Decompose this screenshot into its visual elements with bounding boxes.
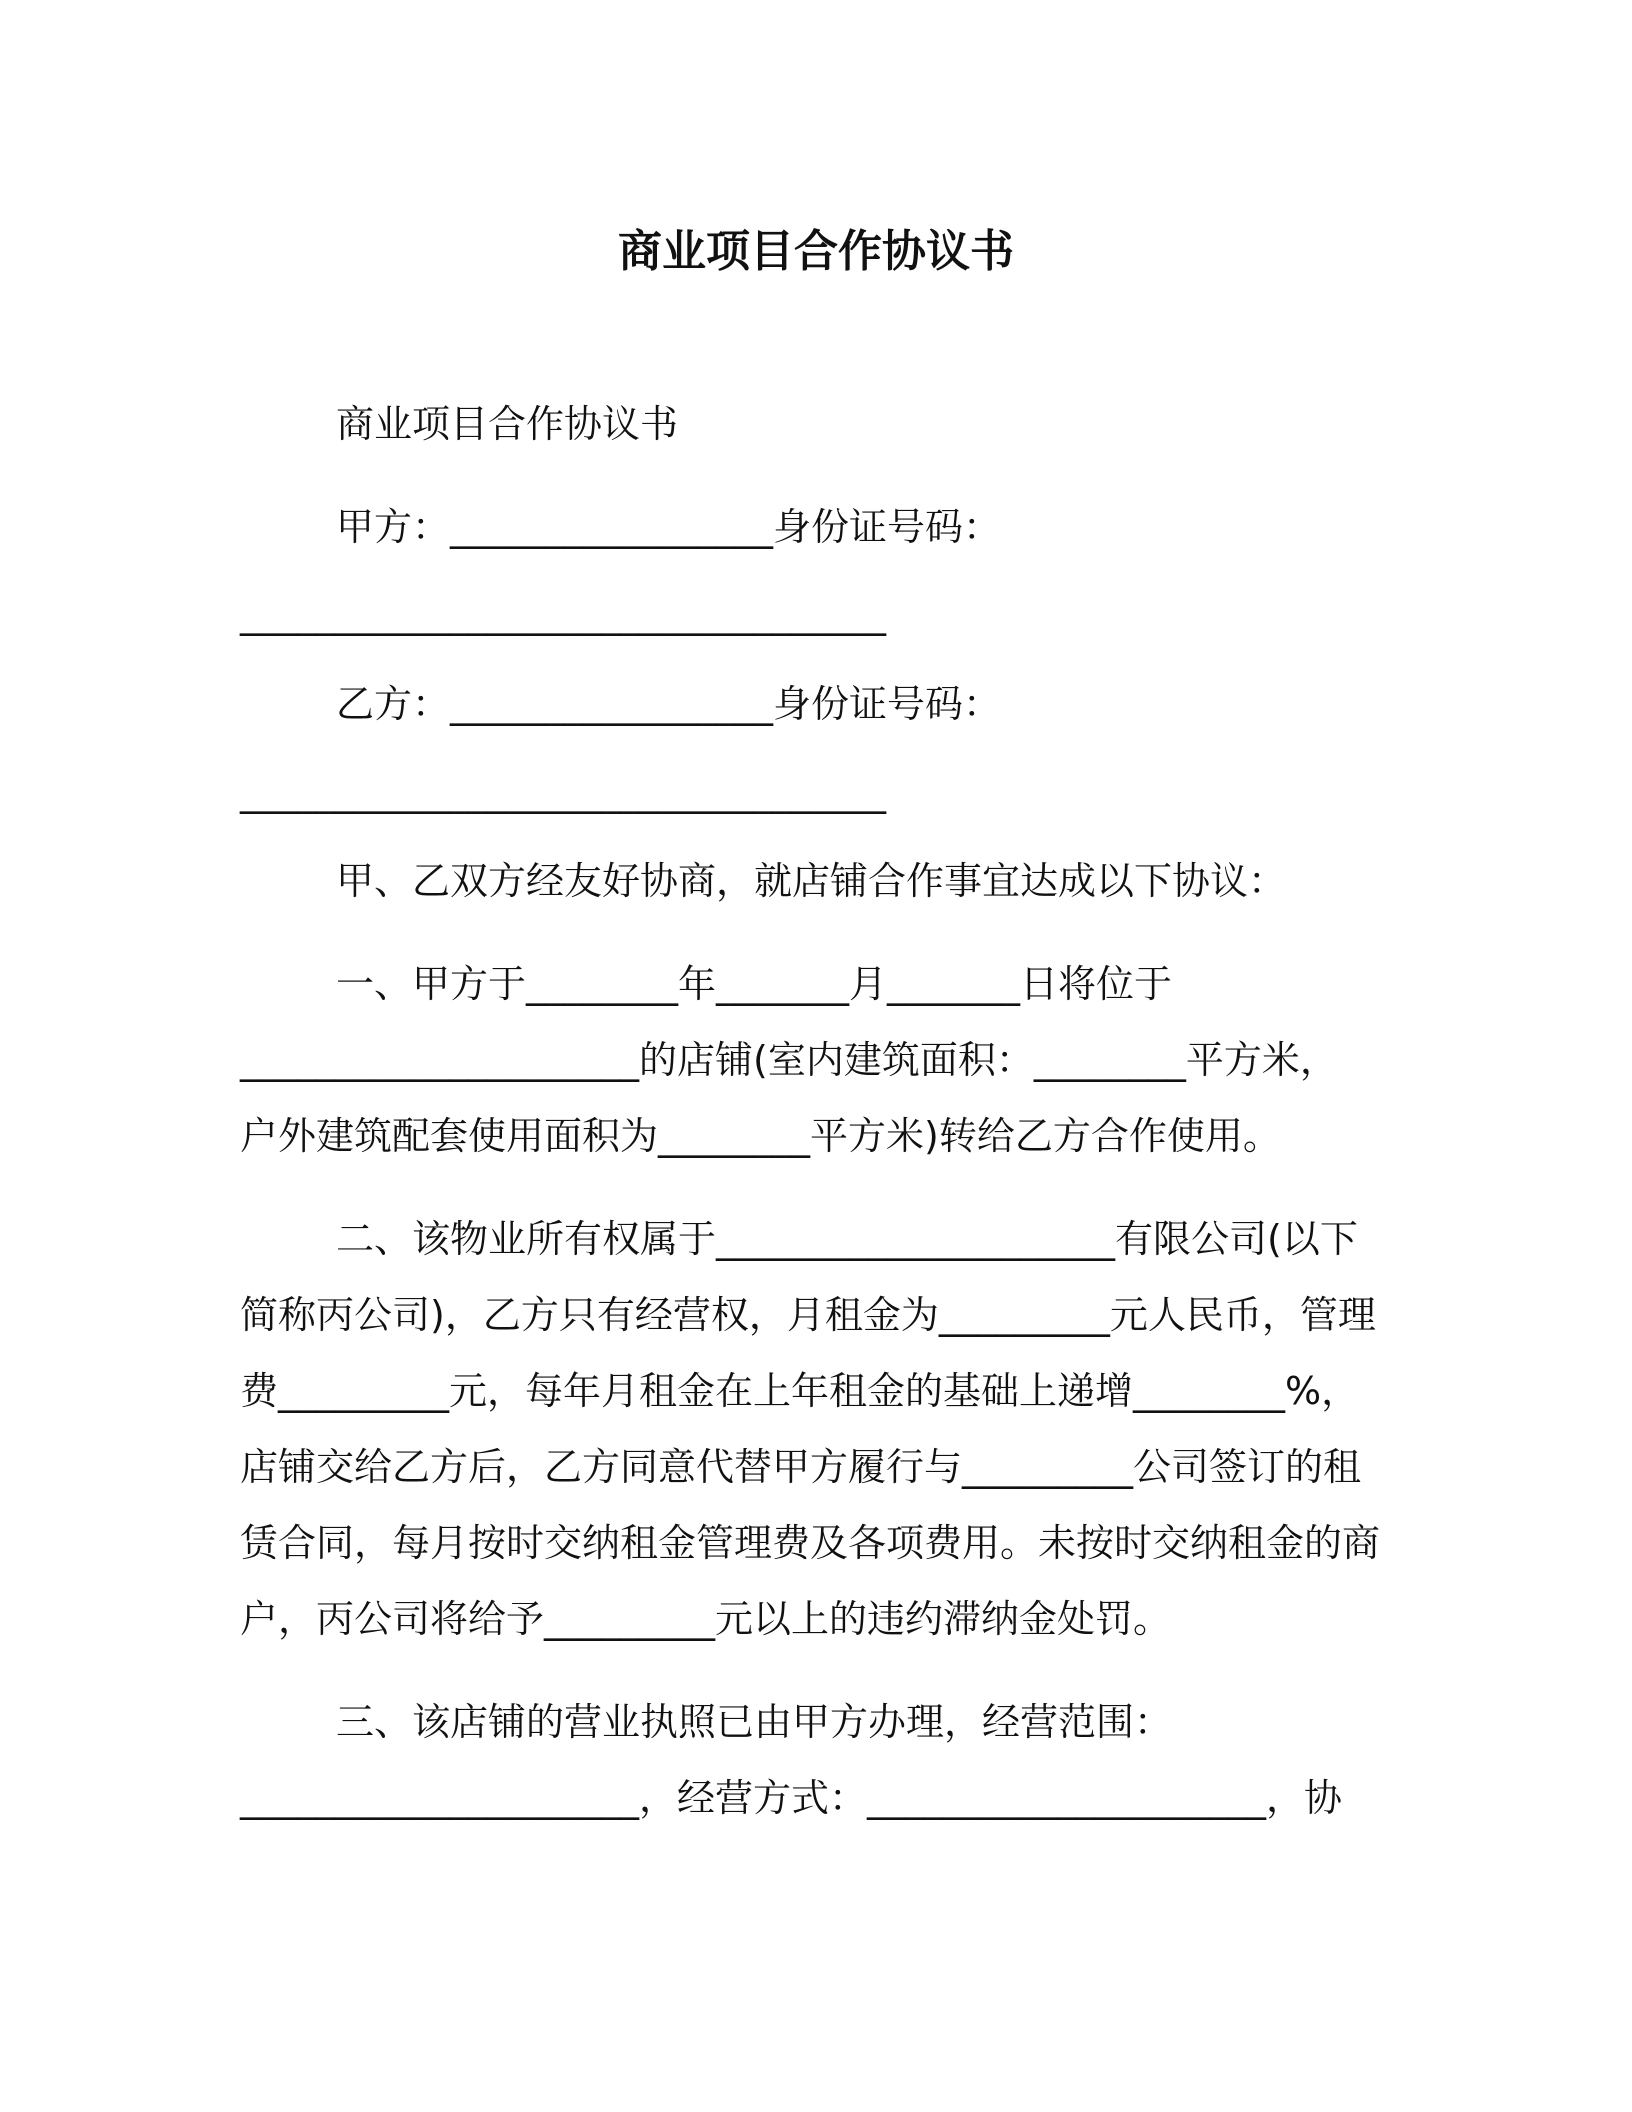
- document-subtitle: 商业项目合作协议书: [336, 402, 679, 446]
- party-a-line: 甲方：_________________身份证号码：: [336, 505, 1002, 549]
- clause-2-line-3: 费_________元，每年月租金在上年租金的基础上递增________%，: [240, 1369, 1360, 1413]
- intro-paragraph: 甲、乙双方经友好协商，就店铺合作事宜达成以下协议：: [336, 859, 1287, 903]
- clause-1-line-2: _____________________的店铺(室内建筑面积：________平方米，: [240, 1038, 1338, 1082]
- clause-2-line-4: 店铺交给乙方后，乙方同意代替甲方履行与_________公司签订的租: [240, 1445, 1362, 1489]
- clause-3-line-1: 三、该店铺的营业执照已由甲方办理，经营范围：: [336, 1700, 1173, 1744]
- party-a-id-blank: __________________________________: [240, 592, 886, 636]
- party-b-id-blank: __________________________________: [240, 770, 886, 814]
- clause-2-line-1: 二、该物业所有权属于_____________________有限公司(以下: [336, 1217, 1358, 1261]
- clause-2-line-6: 户，丙公司将给予_________元以上的违约滞纳金处罚。: [240, 1597, 1172, 1641]
- party-b-line: 乙方：_________________身份证号码：: [336, 682, 1002, 726]
- clause-2-line-5: 赁合同，每月按时交纳租金管理费及各项费用。未按时交纳租金的商: [240, 1521, 1381, 1565]
- clause-2-line-2: 简称丙公司)，乙方只有经营权，月租金为_________元人民币，管理: [240, 1293, 1376, 1337]
- clause-1-line-1: 一、甲方于________年_______月_______日将位于: [336, 962, 1173, 1006]
- clause-3-line-2: _____________________，经营方式：_____________________，协: [240, 1776, 1343, 1820]
- document-title: 商业项目合作协议书: [618, 226, 1014, 277]
- clause-1-line-3: 户外建筑配套使用面积为________平方米)转给乙方合作使用。: [240, 1114, 1281, 1158]
